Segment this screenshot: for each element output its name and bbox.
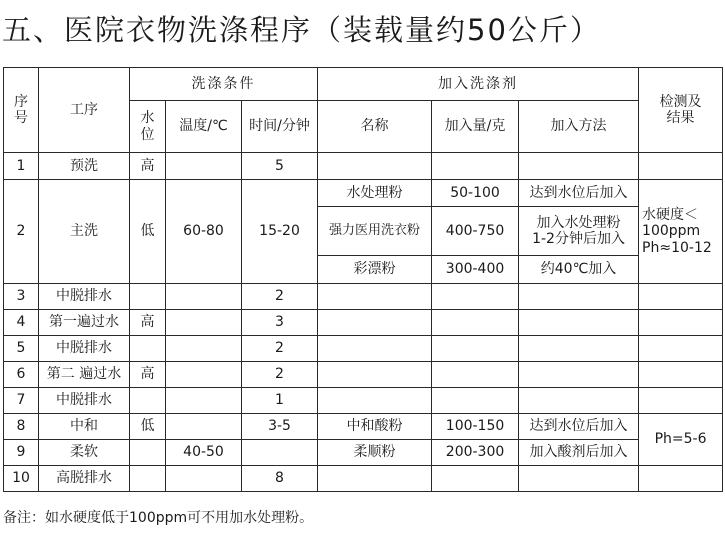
- cell-no: 6: [4, 362, 39, 388]
- cell-amount: [432, 466, 519, 492]
- header-water-level: 水 位: [130, 101, 166, 153]
- table-row: [4, 180, 723, 207]
- cell-temp: 40-50: [166, 440, 242, 466]
- cell-method: [519, 310, 639, 336]
- cell-result: [639, 362, 723, 388]
- cell-name: 柔顺粉: [318, 440, 432, 466]
- header-wash-conditions: 洗涤条件: [130, 68, 318, 101]
- cell-method: 约40℃加入: [519, 256, 639, 284]
- table-row: [4, 362, 723, 388]
- cell-process: 中脱排水: [39, 388, 130, 414]
- cell-time: 2: [242, 284, 318, 310]
- cell-name: [318, 284, 432, 310]
- cell-no: 3: [4, 284, 39, 310]
- cell-result: [639, 336, 723, 362]
- header-process: 工序: [39, 68, 130, 153]
- cell-method: [519, 336, 639, 362]
- cell-time: 8: [242, 466, 318, 492]
- header-method: 加入方法: [519, 101, 639, 153]
- cell-name: 强力医用洗衣粉: [318, 207, 432, 256]
- cell-time: 3: [242, 310, 318, 336]
- header-amount: 加入量/克: [432, 101, 519, 153]
- header-name: 名称: [318, 101, 432, 153]
- cell-name: 彩漂粉: [318, 256, 432, 284]
- cell-level: [130, 440, 166, 466]
- cell-process: 中和: [39, 414, 130, 440]
- cell-no: 10: [4, 466, 39, 492]
- cell-result: Ph=5-6: [639, 414, 723, 466]
- cell-temp: [166, 388, 242, 414]
- table-row: [4, 388, 723, 414]
- header-no: 序 号: [4, 68, 39, 153]
- cell-time: 2: [242, 362, 318, 388]
- cell-level: 低: [130, 414, 166, 440]
- cell-result: [639, 310, 723, 336]
- cell-no: 9: [4, 440, 39, 466]
- page-title: 五、医院衣物洗涤程序（装载量约50公斤）: [2, 13, 601, 47]
- cell-method: 加入水处理粉 1-2分钟后加入: [519, 207, 639, 256]
- cell-process: 中脱排水: [39, 336, 130, 362]
- cell-process: 柔软: [39, 440, 130, 466]
- header-time: 时间/分钟: [242, 101, 318, 153]
- cell-name: [318, 362, 432, 388]
- cell-method: [519, 284, 639, 310]
- cell-result: 水硬度＜ 100ppm Ph≈10-12: [639, 180, 723, 284]
- cell-time: 3-5: [242, 414, 318, 440]
- header-temperature: 温度/℃: [166, 101, 242, 153]
- table-row: [4, 153, 723, 180]
- cell-name: [318, 153, 432, 180]
- cell-name: [318, 466, 432, 492]
- cell-temp: [166, 466, 242, 492]
- table-row: [4, 310, 723, 336]
- cell-no: 8: [4, 414, 39, 440]
- cell-method: 加入酸剂后加入: [519, 440, 639, 466]
- cell-amount: [432, 284, 519, 310]
- cell-temp: 60-80: [166, 180, 242, 284]
- cell-no: 1: [4, 153, 39, 180]
- cell-amount: [432, 336, 519, 362]
- cell-result: [639, 466, 723, 492]
- cell-amount: 50-100: [432, 180, 519, 207]
- cell-level: [130, 284, 166, 310]
- cell-no: 2: [4, 180, 39, 284]
- cell-time: 5: [242, 153, 318, 180]
- cell-result: [639, 388, 723, 414]
- cell-process: 高脱排水: [39, 466, 130, 492]
- cell-name: 水处理粉: [318, 180, 432, 207]
- cell-no: 4: [4, 310, 39, 336]
- table-row: [4, 466, 723, 492]
- cell-temp: [166, 153, 242, 180]
- cell-result: [639, 153, 723, 180]
- cell-no: 5: [4, 336, 39, 362]
- cell-time: [242, 440, 318, 466]
- cell-time: 1: [242, 388, 318, 414]
- cell-temp: [166, 336, 242, 362]
- footnote: 备注：如水硬度低于100ppm可不用加水处理粉。: [3, 510, 314, 526]
- cell-time: 15-20: [242, 180, 318, 284]
- cell-method: [519, 388, 639, 414]
- cell-temp: [166, 414, 242, 440]
- table-row: [4, 284, 723, 310]
- cell-process: 第一遍过水: [39, 310, 130, 336]
- cell-method: [519, 362, 639, 388]
- cell-amount: 200-300: [432, 440, 519, 466]
- cell-temp: [166, 362, 242, 388]
- cell-amount: [432, 388, 519, 414]
- cell-result: [639, 284, 723, 310]
- cell-amount: 300-400: [432, 256, 519, 284]
- washing-procedure-table: [3, 67, 723, 492]
- cell-level: 低: [130, 180, 166, 284]
- cell-method: [519, 153, 639, 180]
- table-row: [4, 336, 723, 362]
- header-result: 检测及 结果: [639, 68, 723, 153]
- cell-level: 高: [130, 310, 166, 336]
- header-detergent: 加入洗涤剂: [318, 68, 639, 101]
- cell-temp: [166, 284, 242, 310]
- cell-no: 7: [4, 388, 39, 414]
- cell-process: 预洗: [39, 153, 130, 180]
- cell-level: [130, 388, 166, 414]
- cell-level: [130, 466, 166, 492]
- cell-time: 2: [242, 336, 318, 362]
- cell-level: [130, 336, 166, 362]
- cell-name: [318, 388, 432, 414]
- table-row: [4, 414, 723, 440]
- cell-amount: [432, 362, 519, 388]
- cell-amount: [432, 153, 519, 180]
- cell-temp: [166, 310, 242, 336]
- cell-name: [318, 336, 432, 362]
- cell-level: 高: [130, 153, 166, 180]
- cell-amount: 100-150: [432, 414, 519, 440]
- cell-amount: 400-750: [432, 207, 519, 256]
- cell-name: 中和酸粉: [318, 414, 432, 440]
- cell-method: [519, 466, 639, 492]
- cell-name: [318, 310, 432, 336]
- cell-method: 达到水位后加入: [519, 180, 639, 207]
- cell-level: 高: [130, 362, 166, 388]
- cell-process: 第二 遍过水: [39, 362, 130, 388]
- cell-method: 达到水位后加入: [519, 414, 639, 440]
- cell-amount: [432, 310, 519, 336]
- table-row: [4, 440, 723, 466]
- cell-process: 主洗: [39, 180, 130, 284]
- cell-process: 中脱排水: [39, 284, 130, 310]
